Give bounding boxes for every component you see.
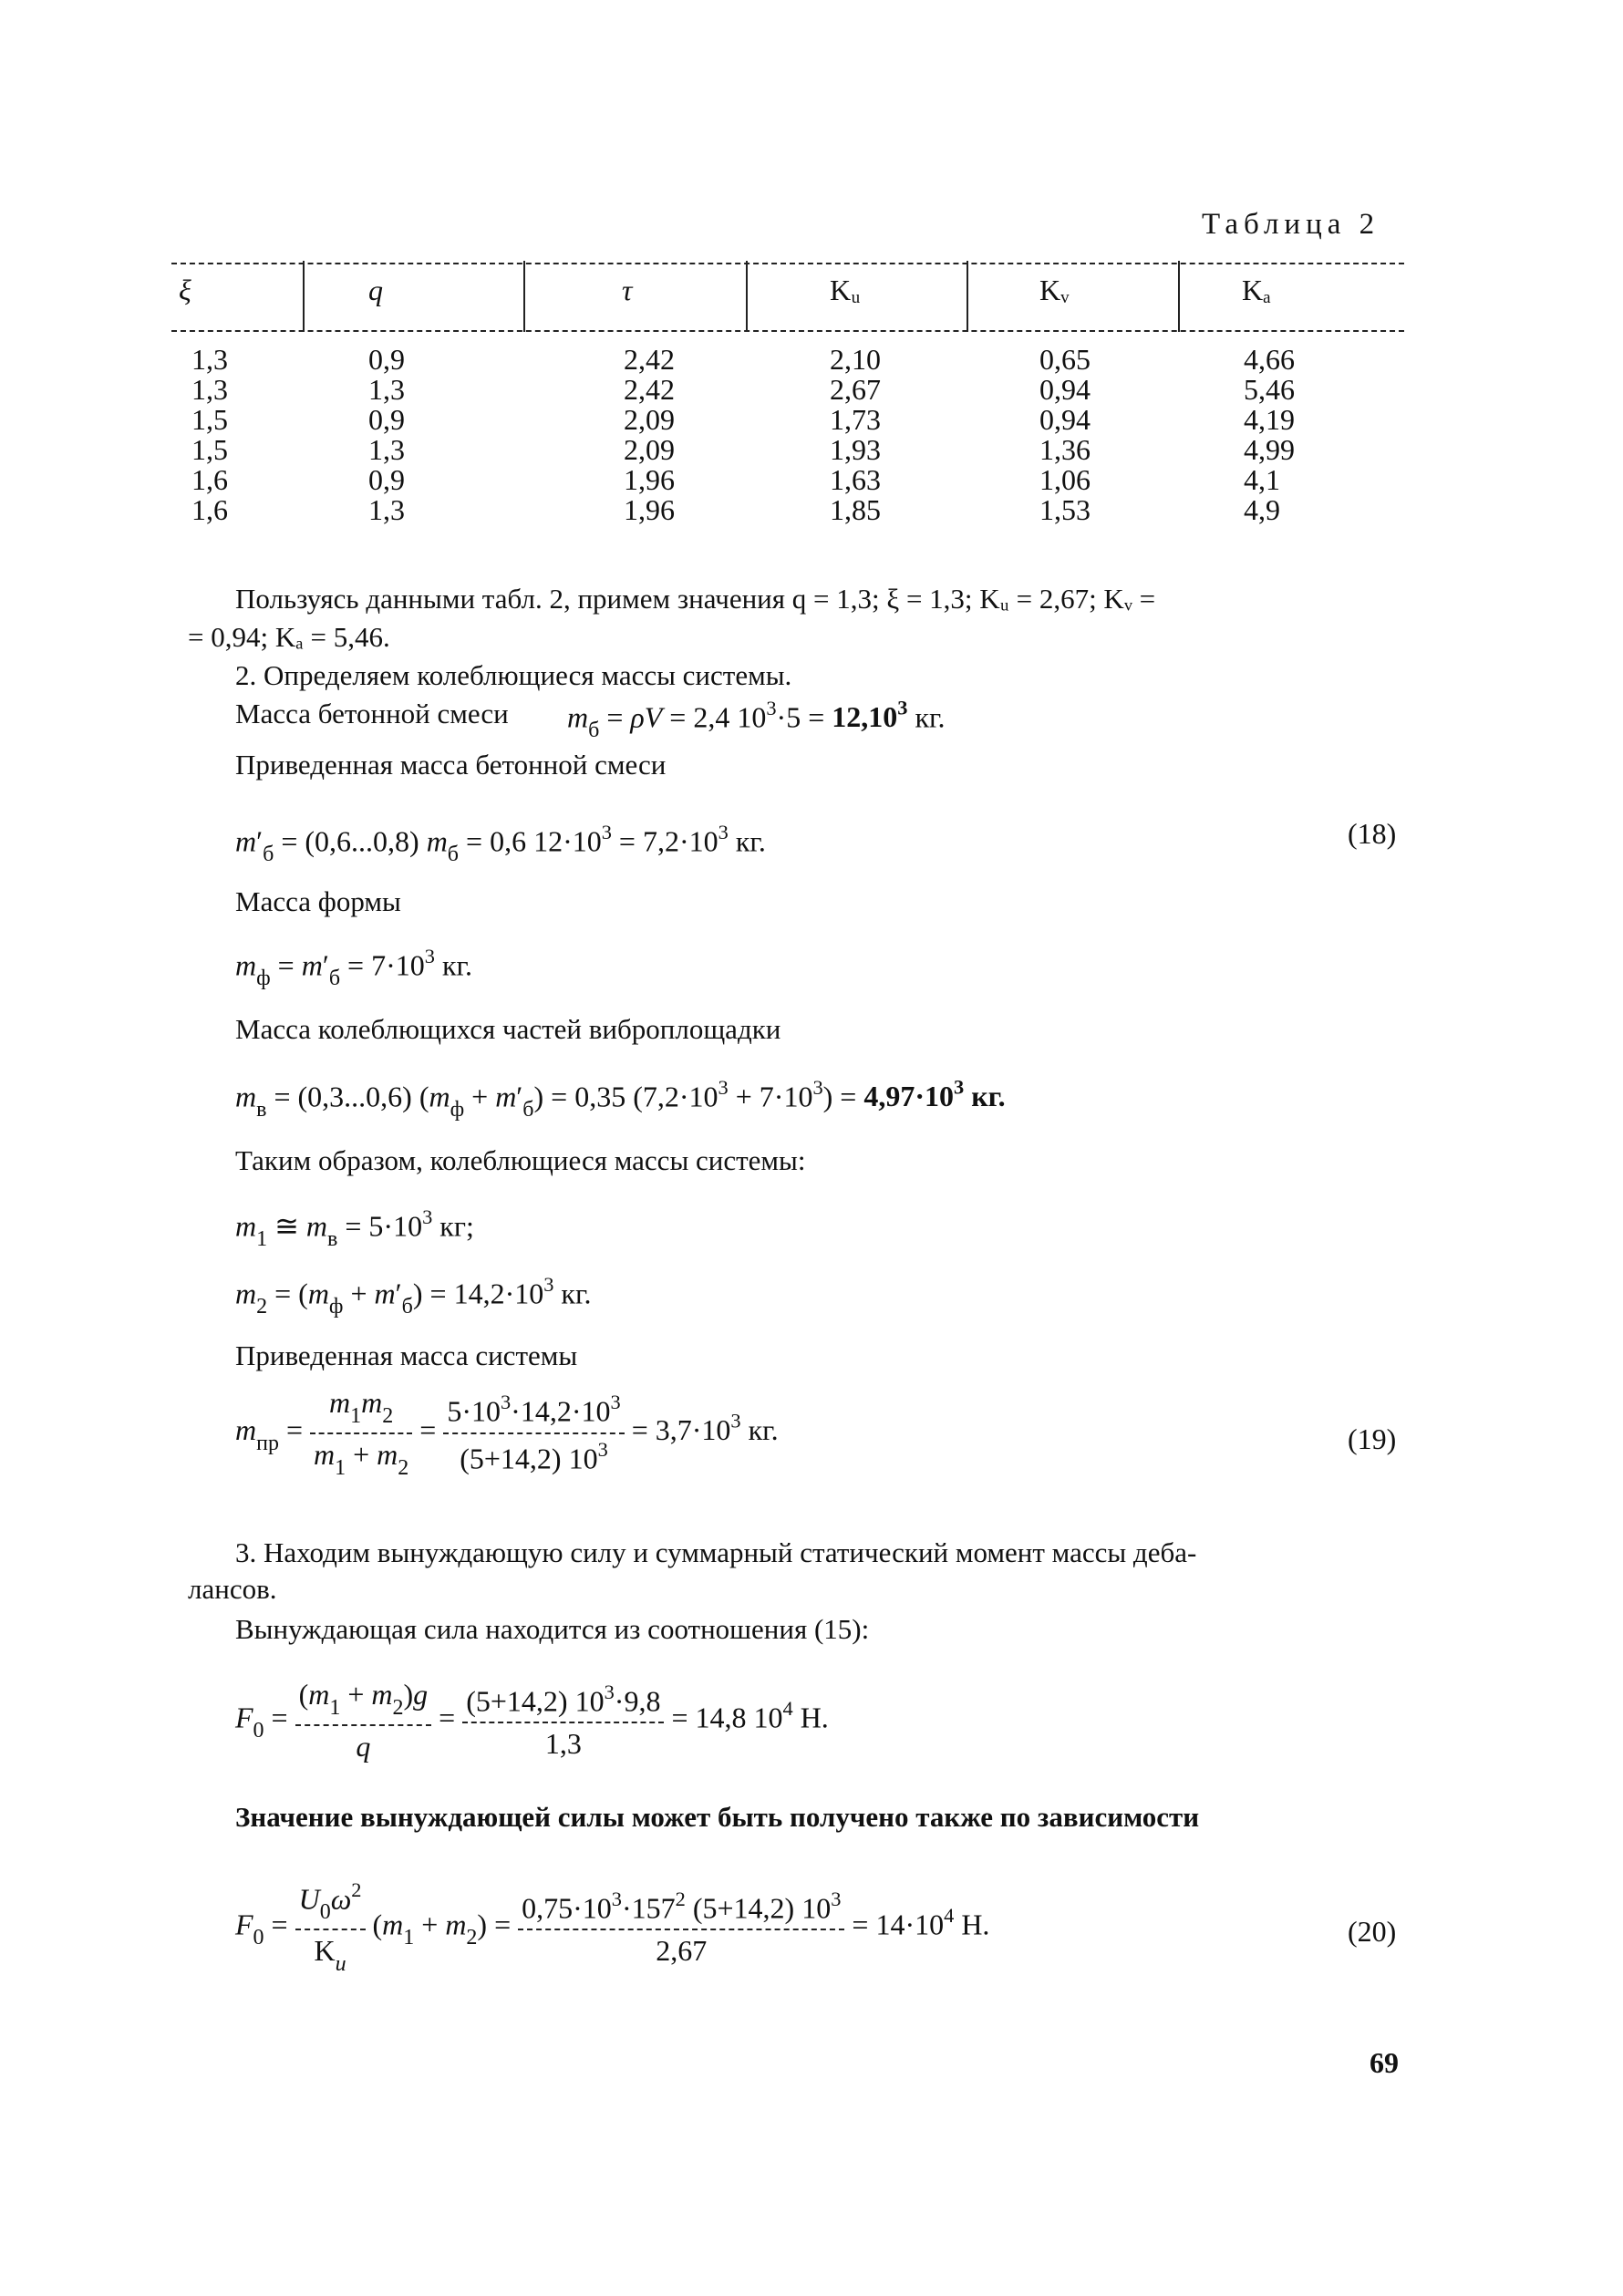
paragraph-values-line2: = 0,94; Kₐ = 5,46.	[188, 621, 390, 653]
equation-form-mass: $m_ф = m'_б = 7\cdot 10^3$ кг.	[235, 945, 473, 991]
header-kv: Kᵥ	[1039, 274, 1070, 306]
fraction: $\frac{(5+14,2) 10^3\cdot 9,8}{1,3}$	[462, 1681, 664, 1761]
col-tau	[624, 345, 675, 525]
equation-vibroplatform-mass: $m_в = (0,3...0,6) (m_ф + m'_б) = 0,35$ $(7,2\cdot 10^3 + 7\cdot 10^3) = 4,97\cdot 10^3$ кг.	[235, 1076, 1006, 1122]
equation-19: $m_{пр}$ = $\frac{m_1m_2}{m_1 + m_2}$ = $\frac{5\cdot 10^3\cdot 14,2\cdot 10^3}{(5+14,2) 10^3}$ = $3,7\cdot 10^3$ кг.	[235, 1386, 779, 1480]
paragraph-values-line1: Пользуясь данными табл. 2, примем значения q = 1,3; ξ = 1,3; Kᵤ = 2,67; Kᵥ =	[235, 583, 1156, 615]
equation-18: $m'_б = (0,6...0,8) m_б = 0,6$ $12\cdot 10^3 = 7,2\cdot 10^3$ кг.	[235, 821, 766, 867]
concrete-mass-label: Масса бетонной смеси	[235, 698, 509, 729]
page-number: 69	[1370, 2046, 1399, 2079]
table-cell: 4,9	[1244, 493, 1280, 526]
table-cell: 2,42	[624, 343, 675, 376]
table-cell: 1,06	[1039, 463, 1091, 496]
table-header-rule	[171, 330, 1404, 332]
fraction: $\frac{m_1m_2}{m_1 + m_2}$	[310, 1386, 412, 1481]
table-cell: 4,1	[1244, 463, 1280, 496]
step-3-line2: лансов.	[188, 1573, 277, 1605]
header-ku: Kᵤ	[830, 274, 861, 306]
forcing-force-label: Вынуждающая сила находится из соотношения (15):	[235, 1613, 870, 1645]
table-cell: 2,10	[830, 343, 881, 376]
table-cell: 4,99	[1244, 433, 1295, 466]
alternative-dependency-label: Значение вынуждающей силы может быть получено также по зависимости	[235, 1801, 1200, 1833]
fraction: $\frac{U_0\omega^2}{K_u}$	[295, 1878, 366, 1977]
col-ku	[830, 345, 881, 525]
table-cell: 4,66	[1244, 343, 1295, 376]
equation-m2: $m_2 = (m_ф + m'_б) = 14,2\cdot 10^3$ кг.	[235, 1273, 592, 1319]
step-2-heading: 2. Определяем колеблющиеся массы системы.	[235, 659, 792, 691]
header-tau: τ	[622, 274, 633, 306]
table-cell: 1,6	[191, 463, 228, 496]
col-kv	[1039, 345, 1091, 525]
table-cell: 1,85	[830, 493, 881, 526]
table-cell: 1,5	[191, 433, 228, 466]
table-col-divider	[746, 261, 748, 332]
table-cell: 0,65	[1039, 343, 1091, 376]
reduced-concrete-mass-label: Приведенная масса бетонной смеси	[235, 749, 667, 781]
table-col-divider	[967, 261, 968, 332]
equation-19-number: (19)	[1348, 1422, 1397, 1455]
equation-f0: $F_0$ = $\frac{(m_1 + m_2)g}{q}$ = $\frac{(5+14,2) 10^3\cdot 9,8}{1,3}$ = 14,8 $10^4$ Н.	[235, 1678, 829, 1763]
equation-m1: $m_1$ ≅ $m_в = 5\cdot 10^3$ кг;	[235, 1205, 474, 1252]
table-cell: 0,9	[368, 343, 405, 376]
table-cell: 4,19	[1244, 403, 1295, 436]
table-cell: 1,96	[624, 493, 675, 526]
table-cell: 2,09	[624, 403, 675, 436]
equation-20-number: (20)	[1348, 1915, 1397, 1948]
step-3-line1: 3. Находим вынуждающую силу и суммарный статический момент массы деба-	[235, 1536, 1197, 1568]
table-cell: 0,9	[368, 463, 405, 496]
table-cell: 1,3	[368, 493, 405, 526]
table-cell: 2,09	[624, 433, 675, 466]
table-cell: 1,53	[1039, 493, 1091, 526]
table-cell: 0,9	[368, 403, 405, 436]
col-xi	[191, 345, 228, 525]
equation-18-number: (18)	[1348, 817, 1397, 850]
table-cell: 5,46	[1244, 373, 1295, 406]
vibroplatform-mass-label: Масса колеблющихся частей виброплощадки	[235, 1013, 781, 1045]
fraction: $\frac{0,75\cdot 10^3\cdot 157^2 (5+14,2) 10^3}{2,67}$	[518, 1887, 844, 1968]
table-cell: 0,94	[1039, 373, 1091, 406]
header-q: q	[368, 274, 383, 306]
table-cell: 1,3	[368, 373, 405, 406]
header-xi: ξ	[179, 274, 191, 306]
table-top-rule	[171, 263, 1404, 264]
oscillating-masses-label: Таким образом, колеблющиеся массы системы:	[235, 1144, 806, 1176]
header-ka: Kₐ	[1242, 274, 1271, 306]
table-col-divider	[1178, 261, 1180, 332]
table-col-divider	[523, 261, 525, 332]
col-q	[368, 345, 405, 525]
table-cell: 2,67	[830, 373, 881, 406]
table-cell: 1,3	[191, 373, 228, 406]
table-col-divider	[303, 261, 305, 332]
table-cell: 2,42	[624, 373, 675, 406]
form-mass-label: Масса формы	[235, 885, 401, 917]
table-cell: 1,73	[830, 403, 881, 436]
reduced-system-mass-label: Приведенная масса системы	[235, 1339, 578, 1371]
table-cell: 1,93	[830, 433, 881, 466]
col-ka	[1244, 345, 1295, 525]
table-cell: 1,6	[191, 493, 228, 526]
table-cell: 1,36	[1039, 433, 1091, 466]
table-caption: Таблица 2	[1202, 208, 1380, 241]
fraction: $\frac{(m_1 + m_2)g}{q}$	[295, 1678, 432, 1763]
table-cell: 0,94	[1039, 403, 1091, 436]
table-cell: 1,96	[624, 463, 675, 496]
equation-concrete-mass: $m_б = \rho V = 2,4$ $10^3\cdot 5 = 12,10^3$ кг.	[567, 697, 946, 743]
table-cell: 1,63	[830, 463, 881, 496]
table-cell: 1,3	[191, 343, 228, 376]
table-cell: 1,5	[191, 403, 228, 436]
fraction: $\frac{5\cdot 10^3\cdot 14,2\cdot 10^3}{(5+14,2) 10^3}$	[443, 1391, 624, 1475]
equation-20: $F_0$ = $\frac{U_0\omega^2}{K_u}$ $(m_1 + m_2)$ = $\frac{0,75\cdot 10^3\cdot 157^2 (5+14,2) 10^3}{2,67}$ = $14\cdot 10^4$ Н.	[235, 1878, 990, 1977]
table-cell: 1,3	[368, 433, 405, 466]
